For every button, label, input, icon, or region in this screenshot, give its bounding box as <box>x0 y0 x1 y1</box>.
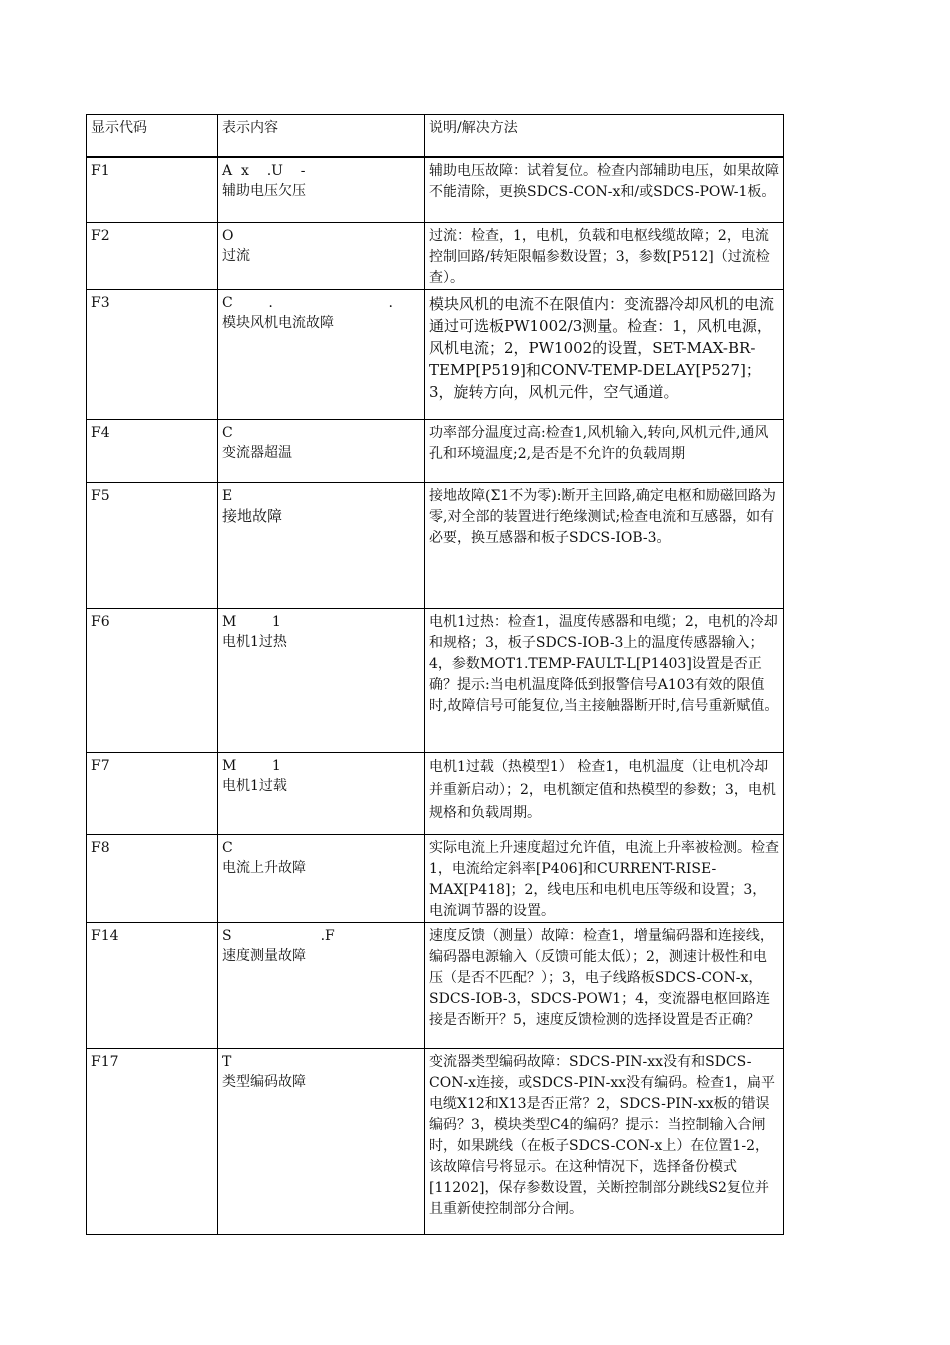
fault-content <box>218 157 425 222</box>
fault-content <box>218 482 425 608</box>
description-text: 过流：检查，1，电机，负载和电枢线缆故障；2，电流控制回路/转矩限幅参数设置；3，参数[P512]（过流检查）。 <box>429 227 770 286</box>
fault-content <box>218 608 425 752</box>
fault-description <box>425 608 784 752</box>
description-text: 模块风机的电流不在限值内：变流器冷却风机的电流通过可选板PW1002/3测量。检查：1，风机电源，风机电流；2，PW1002的设置，SET-MAX-BR-TEMP[P519]和CONV-TEMP-DELAY[P527]；3，旋转方向，风机元件，空气通道。 <box>429 294 775 401</box>
fault-description <box>425 482 784 608</box>
content-name: 速度测量故障 <box>222 947 306 964</box>
fault-code: F2 <box>87 222 218 289</box>
table-header <box>87 115 784 158</box>
fault-description <box>425 1048 784 1234</box>
header-content: 表示内容 <box>218 115 425 158</box>
content-original: M 1 <box>222 757 281 774</box>
table-row <box>87 289 784 419</box>
table-row <box>87 752 784 834</box>
fault-description <box>425 222 784 289</box>
fault-content <box>218 922 425 1048</box>
fault-content <box>218 834 425 922</box>
table-row <box>87 608 784 752</box>
fault-description <box>425 289 784 419</box>
table-row <box>87 834 784 922</box>
table-row <box>87 922 784 1048</box>
fault-content <box>218 289 425 419</box>
fault-code-table <box>86 114 784 1235</box>
fault-description <box>425 834 784 922</box>
table-row <box>87 157 784 222</box>
fault-code: F7 <box>87 752 218 834</box>
content-original: S .F <box>222 927 335 944</box>
fault-code: F5 <box>87 482 218 608</box>
description-text: 辅助电压故障：试着复位。检查内部辅助电压，如果故障不能清除，更换SDCS-CON-x和/或SDCS-POW-1板。 <box>429 163 779 200</box>
content-name: 电流上升故障 <box>222 859 306 876</box>
content-original: T <box>222 1053 232 1070</box>
table-row <box>87 482 784 608</box>
content-original: E <box>222 487 233 504</box>
fault-code: F14 <box>87 922 218 1048</box>
description-text: 变流器类型编码故障：SDCS-PIN-xx没有和SDCS-CON-x连接，或SDCS-PIN-xx没有编码。检查1，扁平电缆X12和X13是否正常？2，SDCS-PIN-xx板的错误编码？3，模块类型C4的编码？提示：当控制输入合闸时，如果跳线（在板子SDCS-CON-x上）在位置1-2，该故障信号将显示。在这种情况下，选择备份模式[11202]，保存参数设置，关断控制部分跳线S2复位并且重新使控制部分合闸。 <box>429 1053 776 1217</box>
fault-description <box>425 157 784 222</box>
table-row <box>87 1048 784 1234</box>
content-original: C . . <box>222 294 393 311</box>
fault-content <box>218 222 425 289</box>
fault-code: F8 <box>87 834 218 922</box>
table-row <box>87 222 784 289</box>
table-row <box>87 419 784 482</box>
content-name: 模块风机电流故障 <box>222 314 334 331</box>
description-text: 电机1过热：检查1，温度传感器和电缆；2，电机的冷却和规格；3，板子SDCS-IOB-3上的温度传感器输入；4，参数MOT1.TEMP-FAULT-L[P1403]设置是否正确？提示:当电机温度降低到报警信号A103有效的限值时,故障信号可能复位,当主接触器断开时,信号重新赋值。 <box>429 613 779 714</box>
fault-content <box>218 1048 425 1234</box>
description-text: 接地故障(Σ1不为零):断开主回路,确定电枢和励磁回路为零,对全部的装置进行绝缘测试;检查电流和互感器，如有必要，换互感器和板子SDCS-IOB-3。 <box>429 487 776 546</box>
fault-code: F4 <box>87 419 218 482</box>
fault-content <box>218 419 425 482</box>
content-name: 电机1过热 <box>222 633 287 650</box>
fault-description <box>425 419 784 482</box>
header-description: 说明/解决方法 <box>425 115 784 158</box>
content-original: C <box>222 839 233 856</box>
content-name: 过流 <box>222 247 250 264</box>
description-text: 电机1过载（热模型1） 检查1，电机温度（让电机冷却并重新启动）；2，电机额定值和热模型的参数；3，电机规格和负载周期。 <box>429 758 776 821</box>
description-text: 实际电流上升速度超过允许值，电流上升率被检测。检查1，电流给定斜率[P406]和CURRENT-RISE-MAX[P418]；2，线电压和电机电压等级和设置；3，电流调节器的设置。 <box>429 839 779 919</box>
fault-description <box>425 922 784 1048</box>
description-text: 功率部分温度过高:检查1,风机输入,转向,风机元件,通风孔和环境温度;2,是否是不允许的负载周期 <box>429 424 769 462</box>
fault-code: F3 <box>87 289 218 419</box>
fault-code: F6 <box>87 608 218 752</box>
header-display-code: 显示代码 <box>87 115 218 158</box>
fault-content <box>218 752 425 834</box>
content-name: 变流器超温 <box>222 444 292 461</box>
content-original: M 1 <box>222 613 281 630</box>
content-name: 辅助电压欠压 <box>222 183 306 199</box>
fault-description <box>425 752 784 834</box>
fault-code: F1 <box>87 157 218 222</box>
fault-code: F17 <box>87 1048 218 1234</box>
content-original: A x .U - <box>222 163 306 179</box>
content-original: C <box>222 424 233 441</box>
content-name: 接地故障 <box>222 506 283 525</box>
description-text: 速度反馈（测量）故障：检查1，增量编码器和连接线，编码器电源输入（反馈可能太低）；2，测速计极性和电压（是否不匹配？）；3，电子线路板SDCS-CON-x，SDCS-IOB-3，SDCS-POW1；4，变流器电枢回路连接是否断开？5，速度反馈检测的选择设置是否正确？ <box>429 927 774 1028</box>
content-name: 类型编码故障 <box>222 1073 306 1090</box>
content-name: 电机1过载 <box>222 777 287 794</box>
content-original: O <box>222 227 234 244</box>
